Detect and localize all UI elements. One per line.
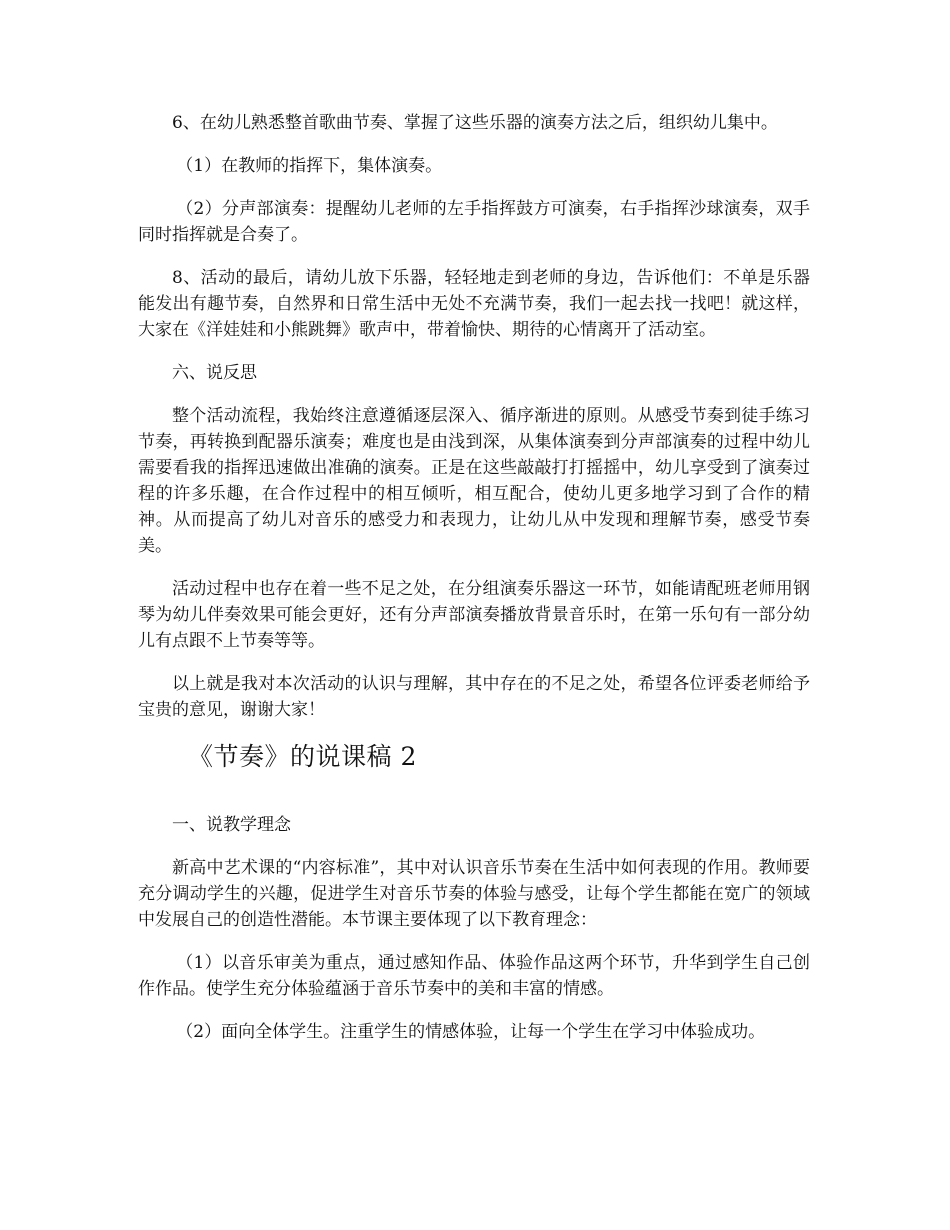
section-heading-reflection: 六、说反思 [172, 363, 257, 383]
paragraph-aesthetic-focus: （1）以音乐审美为重点，通过感知作品、体验作品这两个环节，升华到学生自己创作作品。使学生充分体验蕴涵于音乐节奏中的美和丰富的情感。 [138, 953, 810, 999]
document-page [138, 110, 810, 1062]
paragraph-reflection-process: 整个活动流程，我始终注意遵循逐层深入、循序渐进的原则。从感受节奏到徒手练习节奏，再转换到配器乐演奏；难度也是由浅到深，从集体演奏到分声部演奏的过程中幼儿需要看我的指挥迅速做出准确的演奏。正是在这些敲敲打打摇摇中，幼儿享受到了演奏过程的许多乐趣，在合作过程中的相互倾听，相互配合，使幼儿更多地学习到了合作的精神。从而提高了幼儿对音乐的感受力和表现力，让幼儿从中发现和理解节奏，感受节奏美。 [138, 406, 810, 556]
paragraph-reflection-shortcomings: 活动过程中也存在着一些不足之处，在分组演奏乐器这一环节，如能请配班老师用钢琴为幼儿伴奏效果可能会更好，还有分声部演奏播放背景音乐时，在第一乐句有一部分幼儿有点跟不上节奏等等。 [138, 579, 810, 651]
paragraph-step-6: 6、在幼儿熟悉整首歌曲节奏、掌握了这些乐器的演奏方法之后，组织幼儿集中。 [172, 113, 778, 133]
paragraph-step-8: 8、活动的最后，请幼儿放下乐器，轻轻地走到老师的身边，告诉他们：不单是乐器能发出有趣节奏，自然界和日常生活中无处不充满节奏，我们一起去找一找吧！就这样，大家在《洋娃娃和小熊跳舞》歌声中，带着愉快、期待的心情离开了活动室。 [138, 268, 810, 340]
section-heading-teaching-philosophy: 一、说教学理念 [172, 815, 291, 835]
paragraph-part-performance: （2）分声部演奏：提醒幼儿老师的左手指挥鼓方可演奏，右手指挥沙球演奏，双手同时指挥就是合奏了。 [138, 199, 810, 245]
paragraph-closing: 以上就是我对本次活动的认识与理解，其中存在的不足之处，希望各位评委老师给予宝贵的意见，谢谢大家！ [138, 674, 810, 720]
paragraph-content-standard: 新高中艺术课的“内容标准”，其中对认识音乐节奏在生活中如何表现的作用。教师要充分调动学生的兴趣，促进学生对音乐节奏的体验与感受，让每个学生都能在宽广的领域中发展自己的创造性潜能。本节课主要体现了以下教育理念： [138, 858, 810, 930]
section-title: 《节奏》的说课稿 2 [188, 742, 417, 771]
paragraph-all-students: （2）面向全体学生。注重学生的情感体验，让每一个学生在学习中体验成功。 [176, 1022, 766, 1042]
paragraph-collective-performance: （1）在教师的指挥下，集体演奏。 [176, 156, 443, 176]
